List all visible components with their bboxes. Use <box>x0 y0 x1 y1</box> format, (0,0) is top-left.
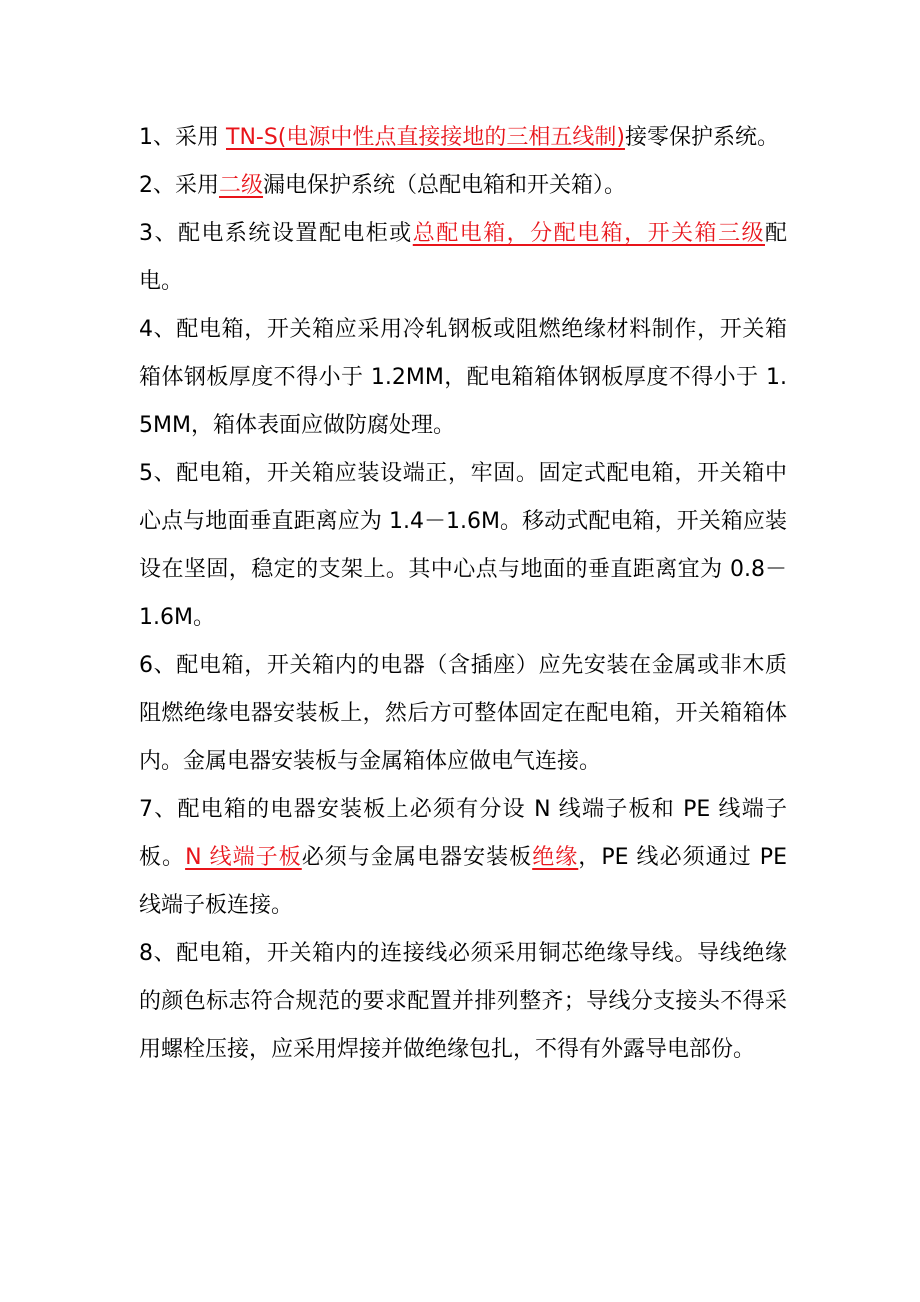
item-8-text: 8、配电箱，开关箱内的连接线必须采用铜芯绝缘导线。导线绝缘的颜色标志符合规范的要求配置并排列整齐；导线分支接头不得采用螺栓压接，应采用焊接并做绝缘包扎，不得有外露导电部份。 <box>139 941 787 1062</box>
item-7-highlight-n-terminal: N 线端子板 <box>185 845 302 870</box>
item-7 <box>139 786 787 930</box>
item-2-part-3: 漏电保护系统（总配电箱和开关箱）。 <box>263 173 627 198</box>
item-2-highlight: 二级 <box>219 173 264 198</box>
item-2-part-1: 2、采用 <box>139 173 219 198</box>
item-3 <box>139 210 787 306</box>
item-1-part-1: 1、采用 <box>139 125 226 150</box>
item-3-part-1: 3、配电系统设置配电柜或 <box>139 221 413 246</box>
item-6 <box>139 642 787 786</box>
item-3-highlight: 总配电箱，分配电箱，开关箱三级 <box>412 221 765 246</box>
item-2 <box>139 162 787 210</box>
item-1-highlight: TN-S(电源中性点直接接地的三相五线制) <box>226 125 625 150</box>
item-8 <box>139 930 787 1074</box>
item-1-part-3: 接零保护系统。 <box>624 125 779 150</box>
item-7-highlight-insulation: 绝缘 <box>532 845 579 870</box>
item-3-part-3: 配电。 <box>139 221 787 294</box>
item-5 <box>139 450 787 642</box>
item-7-part-5: ，PE 线必须通过 PE 线端子板连接。 <box>139 845 787 918</box>
item-7-part-3: 必须与金属电器安装板 <box>301 845 533 870</box>
item-4-text: 4、配电箱，开关箱应采用冷轧钢板或阻燃绝缘材料制作，开关箱箱体钢板厚度不得小于 1.2MM，配电箱箱体钢板厚度不得小于 1.5MM，箱体表面应做防腐处理。 <box>139 317 787 438</box>
item-1 <box>139 114 787 162</box>
item-7-part-1: 7、配电箱的电器安装板上必须有分设 N 线端子板和 PE 线端子板。 <box>139 797 787 870</box>
item-6-text: 6、配电箱，开关箱内的电器（含插座）应先安装在金属或非木质阻燃绝缘电器安装板上，然后方可整体固定在配电箱，开关箱箱体内。金属电器安装板与金属箱体应做电气连接。 <box>139 653 787 774</box>
item-4 <box>139 306 787 450</box>
document-body <box>139 114 787 1074</box>
item-5-text: 5、配电箱，开关箱应装设端正，牢固。固定式配电箱，开关箱中心点与地面垂直距离应为 1.4－1.6M。移动式配电箱，开关箱应装设在坚固，稳定的支架上。其中心点与地面的垂直距离宜为 0.8－1.6M。 <box>139 461 787 630</box>
